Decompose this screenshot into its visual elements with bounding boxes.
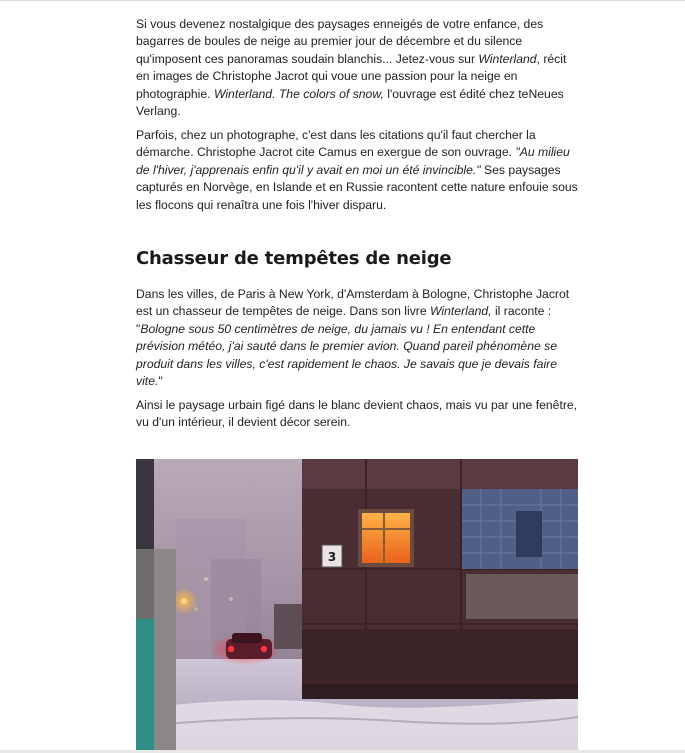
book-title: Winterland — [478, 51, 537, 66]
paragraph-storm-chaser — [136, 286, 578, 390]
text-run: l'ouvrage est édité chez teNeues Verlang. — [136, 86, 564, 119]
book-title: Winterland, — [430, 304, 492, 319]
text-run: il raconte : " — [136, 304, 552, 336]
paragraph-intro — [136, 16, 578, 120]
text-run: Si vous devenez nostalgique des paysages enneigés de votre enfance, des bagarres de boules de neige au premier jour de décembre et du silence qu'imposent ces panoramas soudain blanchis... Jetez-vous sur — [136, 17, 544, 66]
book-full-title: Winterland. The colors of snow, — [213, 86, 384, 101]
building-number: 3 — [327, 550, 337, 564]
author-quote: Bologne sous 50 centimètres de neige, du jamais vu ! En entendant cette prévision météo, j'ai sauté dans le premier avion. Quand pareil phénomène se produit dans les villes, c'est rapidement le chaos. Je savais que je devais faire vite. — [136, 321, 558, 389]
article-photo — [136, 459, 578, 753]
text-run: " — [158, 374, 163, 389]
text-run: Ses paysages capturés en Norvège, en Islande et en Russie racontent cette nature enfouie sous les flocons qui renaîtra une fois l'hiver disparu. — [136, 162, 578, 212]
text-run: Parfois, chez un photographe, c'est dans les citations qu'il faut chercher la démarche. Christophe Jacrot cite Camus en exergue de son ouvrage. — [136, 128, 536, 160]
section-heading: Chasseur de tempêtes de neige — [136, 248, 452, 269]
text-run: , récit en images de Christophe Jacrot qui voue une passion pour la neige en photographie. — [136, 51, 567, 101]
top-divider — [0, 0, 685, 1]
paragraph-urban-landscape: Ainsi le paysage urbain figé dans le blanc devient chaos, mais vu par une fenêtre, vu d'un intérieur, il devient décor serein. — [136, 398, 578, 430]
paragraph-citation — [136, 127, 578, 214]
camus-quote: "Au milieu de l'hiver, j'apprenais enfin qu'il y avait en moi un été invincible." — [136, 145, 570, 177]
text-run: Dans les villes, de Paris à New York, d'Amsterdam à Bologne, Christophe Jacrot est un chasseur de tempêtes de neige. Dans son livre — [136, 287, 570, 319]
